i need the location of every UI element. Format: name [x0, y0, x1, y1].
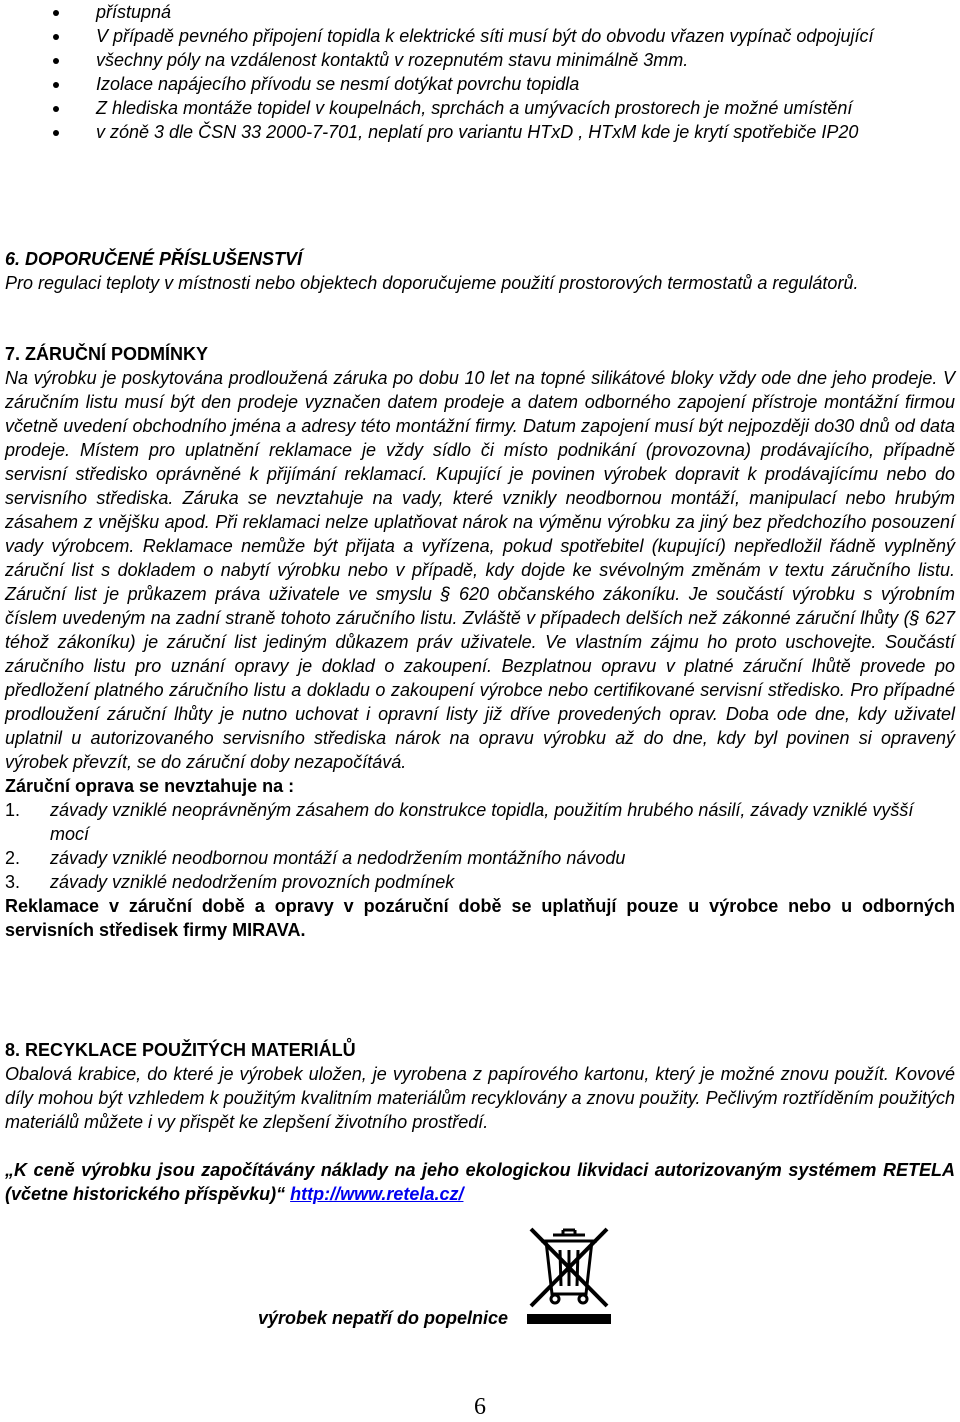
- section-7-heading: 7. ZÁRUČNÍ PODMÍNKY: [5, 344, 209, 364]
- exclusion-item: 1. závady vzniklé neoprávněným zásahem do konstrukce topidla, použitím hrubého násilí, závady vzniklé vyšší mocí: [5, 800, 914, 844]
- bullet-dot-icon: [53, 82, 59, 88]
- bullet-dot-icon: [53, 130, 59, 136]
- warranty-exclusions-list: [5, 798, 955, 894]
- warranty-exclusions-heading: Záruční oprava se nevztahuje na :: [5, 776, 295, 796]
- bullet-dot-icon: [53, 10, 59, 16]
- page-number: 6: [474, 1394, 486, 1420]
- bullet-item: v zóně 3 dle ČSN 33 2000-7-701, neplatí pro variantu HTxD , HTxM kde je krytí spotřebiče IP20: [48, 120, 958, 144]
- section-8-heading: 8. RECYKLACE POUŽITÝCH MATERIÁLŮ: [5, 1040, 356, 1060]
- bullet-item: Z hlediska montáže topidel v koupelnách, sprchách a umývacích prostorech je možné umístění: [48, 96, 958, 120]
- warranty-closing-statement: Reklamace v záruční době a opravy v pozáruční době se uplatňují pouze u výrobce nebo u odborných servisních středisek firmy MIRAVA.: [5, 896, 955, 940]
- bin-caption: výrobek nepatří do popelnice: [258, 1308, 509, 1328]
- bullet-dot-icon: [53, 34, 59, 40]
- section-warranty: [5, 342, 955, 942]
- bullet-item: přístupná: [48, 0, 958, 24]
- retela-text: „K ceně výrobku jsou započítávány náklady na jeho ekologickou likvidaci autorizovaným systémem RETELA (včetne historického příspěvku)“: [5, 1160, 955, 1204]
- section-accessories: [5, 247, 955, 295]
- retela-link[interactable]: http://www.retela.cz/: [290, 1184, 464, 1204]
- section-7-text: Na výrobku je poskytována prodloužená záruka po dobu 10 let na topné silikátové bloky vždy ode dne jeho prodeje. V záručním listu musí být den prodeje vyznačen datem prodeje a datem odborného zapojení přístroje montážní firmou včetně uvedení obchodního jména a adresy této montážní firmy. Datum zapojení musí být nejpozději do30 dnů od data prodeje. Místem pro uplatnění reklamace je vždy sídlo či místo podnikání (provozovna) prodávajícího, případně servisní středisko oprávněné k přijímání reklamací. Kupující je povinen výrobek dopravit k prodávajícímu nebo do servisního střediska. Záruka se nevztahuje na vady, které vznikly neodbornou montáží, manipulací nebo hrubým zásahem z vnějšku apod. Při reklamaci nelze uplatňovat nárok na výměnu výrobku za jiný bez předchozího posouzení vady výrobcem. Reklamace nemůže být přijata a vyřízena, pokud spotřebitel (kupující) nepředložil řádně vyplněný záruční list s dokladem o nabytí výrobku nebo v případě, kdy dojde ke svévolným změnám v textu záručního listu. Záruční list je průkazem práva uživatele ve smyslu § 620 občanského zákoníku. Je součástí výrobku s výrobním číslem uvedeným na zadní straně tohoto záručního listu. Zvláště v případech delších než zákonné záruční lhůty (§ 627 téhož zákoníku) je záruční list jediným důkazem práv uživatele. Ve vlastním zájmu ho proto uschovejte. Součástí záručního listu pro uznání opravy je doklad o zakoupení. Bezplatnou opravu v platné záruční lhůtě provede po předložení platného záručního listu a dokladu o zakoupení výrobce nebo certifikované servisní středisko. Pro případné prodloužení záruční lhůty je nutno uchovat i opravní listy již dříve provedených oprav. Doba ode dne, kdy uživatel uplatnil u autorizovaného servisního střediska nárok na opravu výrobku až do dne, kdy byl povinen si opravený výrobek převzít, se do záruční doby nezapočítává.: [5, 368, 955, 772]
- section-6-text: Pro regulaci teploty v místnosti nebo objektech doporučujeme použití prostorových termostatů a regulátorů.: [5, 273, 859, 293]
- section-8-text: Obalová krabice, do které je výrobek uložen, je vyrobena z papírového kartonu, který je možné znovu použít. Kovové díly mohou být vzhledem k použitým kvalitním materiálům recyklovány a znovu použity. Pečlivým roztříděním použitých materiálů můžete i vy přispět ke zlepšení životního prostředí.: [5, 1064, 955, 1132]
- bullet-dot-icon: [53, 106, 59, 112]
- exclusion-item: 3. závady vzniklé nedodržením provozních podmínek: [5, 872, 455, 892]
- exclusion-item: 2. závady vzniklé neodbornou montáží a nedodržením montážního návodu: [5, 848, 626, 868]
- bullet-dot-icon: [53, 58, 59, 64]
- bullet-item: V případě pevného připojení topidla k elektrické síti musí být do obvodu vřazen vypínač odpojující: [48, 24, 958, 48]
- retela-notice: [5, 1158, 955, 1206]
- crossed-out-bin-icon: [525, 1226, 613, 1326]
- bullet-item: Izolace napájecího přívodu se nesmí dotýkat povrchu topidla: [48, 72, 958, 96]
- section-recycling: [5, 1038, 955, 1134]
- installation-bullet-list: [48, 0, 958, 144]
- bullet-item: všechny póly na vzdálenost kontaktů v rozepnutém stavu minimálně 3mm.: [48, 48, 958, 72]
- section-6-heading: 6. DOPORUČENÉ PŘÍSLUŠENSTVÍ: [5, 249, 303, 269]
